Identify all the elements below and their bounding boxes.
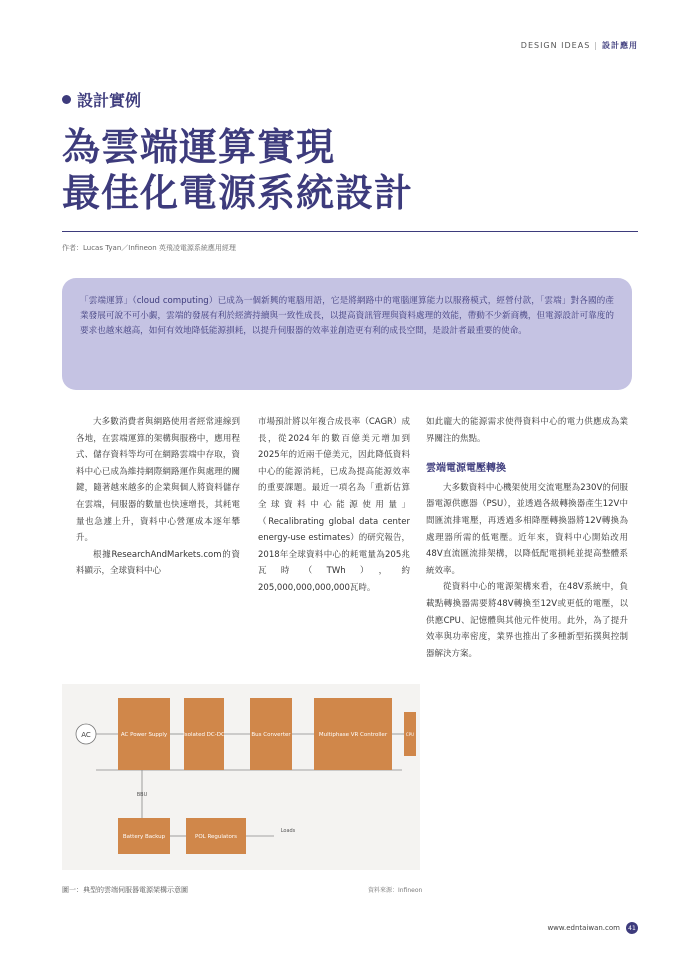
author-line: 作者：Lucas Tyan／Infineon 英飛凌電源系統應用經理 — [62, 244, 236, 252]
block-diagram-figure — [62, 684, 420, 870]
load-label: Loads — [280, 828, 296, 834]
diagram-block-label: AC Power Supply — [120, 732, 168, 738]
page-number: 41 — [626, 922, 638, 934]
diagram-block-label: POL Regulators — [195, 834, 237, 840]
ac-label: AC — [81, 731, 91, 739]
paragraph: 如此龐大的能源需求使得資料中心的電力供應成為業界關注的焦點。 — [426, 417, 628, 444]
category-label: 設計應用 — [602, 41, 638, 50]
diagram-block-label: Bus Converter — [251, 732, 291, 738]
page-footer — [547, 922, 638, 934]
brand-label: DESIGN IDEAS — [520, 41, 591, 50]
title-line-2: 最佳化電源系統設計 — [62, 171, 414, 215]
article-title — [62, 124, 413, 216]
body-column-1 — [76, 414, 240, 580]
figure-source: 資料來源：Infineon — [368, 887, 423, 894]
running-header — [521, 40, 638, 51]
figure-caption: 圖一：典型的雲端伺服器電源架構示意圖 — [62, 886, 188, 894]
title-divider — [62, 231, 638, 232]
diagram-block-label: Isolated DC-DC — [183, 732, 225, 738]
paragraph: 大多數資料中心機架使用交流電壓為230V的伺服器電源供應器（PSU），並透過各級轉換器產生12V中間匯流排電壓，再透過多相降壓轉換器將12V轉換為處理器所需的低電壓。近年來，資料中心開始改用48V直流匯流排架構，以降低配電損耗並提高整體系統效率。 — [426, 482, 628, 576]
paragraph: 大多數消費者與網路使用者經常連線到各地，在雲端運算的架構與服務中，應用程式、儲存資料等均可在網路雲端中存取，資料中心已成為維持網際網路運作與處理的關鍵，隨著越來越多的企業與個人將資料儲存在雲端，伺服器的數量也快速增長，其耗電量也急遽上升，資料中心營運成本逐年攀升。 — [76, 417, 240, 544]
diagram-block-label: CPU — [405, 732, 415, 737]
diagram-block-label: Multiphase VR Controller — [318, 732, 388, 738]
bullet-icon — [62, 95, 71, 104]
lead-box: 「雲端運算」（cloud computing）已成為一個新興的電腦用語，它是將網路中的電腦運算能力以服務模式，經營付款，「雲端」對各國的產業發展可說不可小覷，雲端的發展有利於經濟持續與一致性成長，以提高資訊管理與資料處理的效能，帶動不少新商機，但電源設計可靠度的要求也越來越高，如何有效地降低能源損耗，以提升伺服器的效率並創造更有利的成長空間，是設計者最重要的使命。 — [62, 278, 632, 390]
paragraph: 根據ResearchAndMarkets.com的資料顯示，全球資料中心 — [76, 549, 240, 577]
paragraph: 市場預計將以年複合成長率（CAGR）成長，從2024年的數百億美元增加到2025年的近兩千億美元，因此降低資料中心的能源消耗，已成為提高能源效率的重要課題。最近一項名為「重新估算全球資料中心能源使用量」（Recalibrating global data center energy-use estimates）的研究報告，2018年全球資料中心的耗電量為205兆瓦時（TWh），約205,000,000,000,000瓦時。 — [258, 417, 410, 593]
bbu-label: BBU — [136, 792, 148, 798]
paragraph: 從資料中心的電源架構來看，在48V系統中，負載點轉換器需要將48V轉換至12V或更低的電壓，以供應CPU、記憶體與其他元件使用。此外，為了提升效率與功率密度，業界也推出了多種新型拓撲與控制器解決方案。 — [426, 582, 628, 659]
title-line-1: 為雲端運算實現 — [62, 125, 336, 169]
body-column-2 — [258, 414, 410, 597]
diagram-block-label: Battery Backup — [122, 834, 166, 840]
footer-url[interactable]: www.edntaiwan.com — [547, 924, 620, 932]
block-diagram — [62, 684, 420, 870]
subheading: 雲端電源電壓轉換 — [426, 463, 506, 475]
body-column-3 — [426, 414, 628, 662]
section-label: 設計實例 — [77, 91, 142, 110]
header-separator: | — [594, 41, 598, 50]
section-tag — [62, 88, 141, 111]
